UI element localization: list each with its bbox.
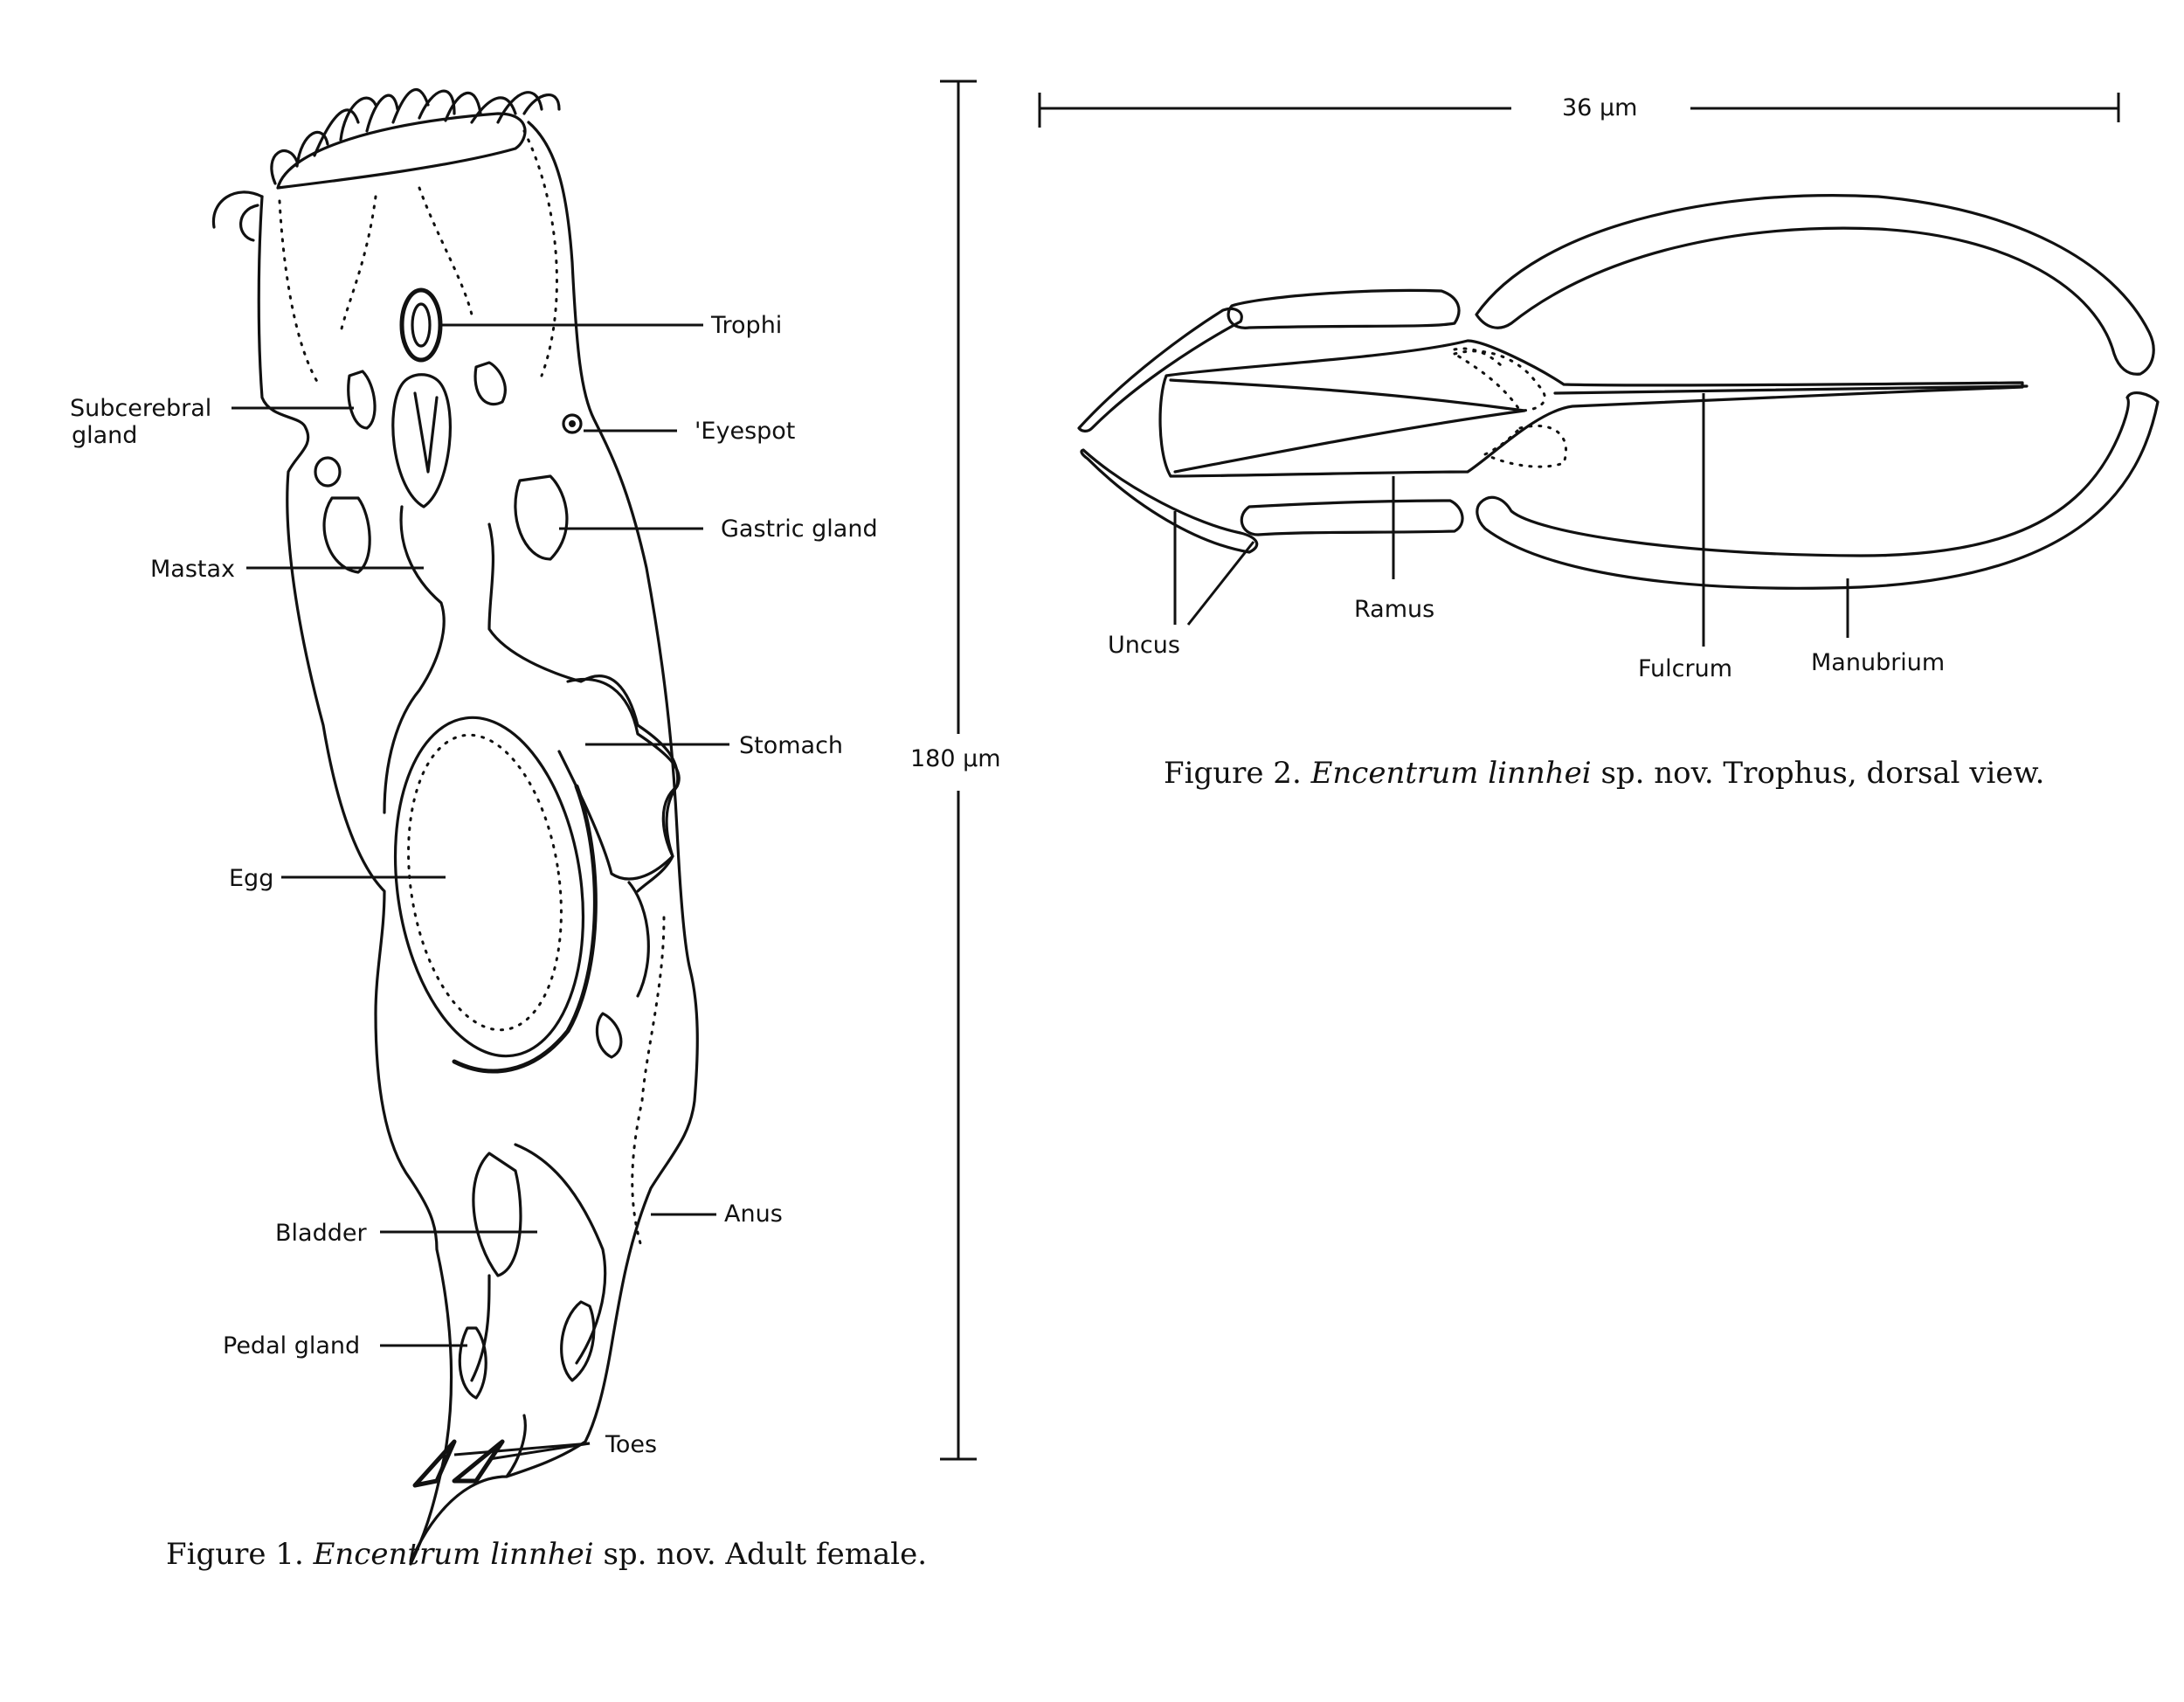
leader-uncus-2 <box>1188 542 1254 625</box>
alula-dots-lower <box>1485 426 1566 467</box>
lower-gland-2 <box>597 1014 620 1057</box>
gut-outline <box>384 507 678 891</box>
label-subcerebral-gland: gland <box>72 422 138 449</box>
toe-2 <box>454 1442 502 1481</box>
scale-bar-180-label: 180 μm <box>910 745 1001 772</box>
bladder-organ <box>473 1153 521 1276</box>
egg-organ <box>375 705 604 1068</box>
label-trophi: Trophi <box>711 312 783 339</box>
eyespot-pupil <box>569 420 576 427</box>
egg-inner <box>390 725 579 1040</box>
ramus-plate <box>1160 341 2022 476</box>
label-anus: Anus <box>724 1200 783 1228</box>
label-gastric: Gastric gland <box>721 515 878 543</box>
alula-dots-upper-2 <box>1455 349 1503 367</box>
label-fulcrum: Fulcrum <box>1638 655 1733 682</box>
scale-bar-36-label: 36 μm <box>1562 94 1638 121</box>
figure-2-caption-prefix: Figure 2. <box>1164 756 1311 791</box>
lower-gland-1 <box>629 882 648 996</box>
dotted-line-1 <box>280 201 319 384</box>
figure-2-caption <box>1164 756 2044 791</box>
ramus-lower <box>1241 501 1462 535</box>
label-toes: Toes <box>605 1431 658 1458</box>
pedal-gland-left <box>460 1328 486 1398</box>
figure-1-scale-bar <box>910 81 1001 1459</box>
label-uncus: Uncus <box>1108 632 1180 659</box>
manubrium-lower <box>1477 393 2158 589</box>
bladder-wall <box>515 1145 605 1363</box>
label-eyespot: 'Eyespot <box>695 418 796 445</box>
figure-1-caption-suffix: sp. nov. Adult female. <box>593 1537 928 1572</box>
figure-2-scale-bar <box>1040 93 2118 128</box>
subcerebral-gland-right <box>475 363 505 405</box>
label-egg: Egg <box>229 865 274 892</box>
figure-2-caption-species: Encentrum linnhei <box>1310 756 1592 791</box>
figure-1-labels <box>70 312 878 1458</box>
mastax-inner <box>415 393 437 472</box>
dotted-line-3 <box>419 188 472 315</box>
label-mastax: Mastax <box>150 556 236 583</box>
gastric-gland-left <box>324 498 370 572</box>
dotted-line-4 <box>524 131 556 376</box>
small-gland <box>315 458 340 486</box>
figure-2-drawing <box>1079 196 2158 589</box>
figure-2-leaders <box>1175 393 1848 647</box>
figure-1-caption-prefix: Figure 1. <box>166 1537 314 1572</box>
toe-1 <box>415 1442 454 1485</box>
label-pedal: Pedal gland <box>223 1332 361 1360</box>
trophi-organ <box>402 290 440 360</box>
label-stomach: Stomach <box>739 732 844 759</box>
gastric-gland-right <box>515 476 567 559</box>
ramus-upper <box>1228 290 1459 328</box>
corona <box>278 114 525 188</box>
cilia <box>213 90 559 240</box>
figure-2-labels <box>1108 596 1945 682</box>
figure-1-leaders <box>232 325 729 1459</box>
label-manubrium: Manubrium <box>1811 649 1946 676</box>
stomach-organ <box>559 680 679 879</box>
label-bladder: Bladder <box>275 1220 367 1247</box>
egg-shadow <box>454 786 595 1071</box>
figure-1-caption <box>166 1537 927 1572</box>
label-subcerebral: Subcerebral <box>70 395 212 422</box>
figure-1-caption-species: Encentrum linnhei <box>313 1537 594 1572</box>
subcerebral-gland-left <box>349 371 375 428</box>
figure-2-caption-suffix: sp. nov. Trophus, dorsal view. <box>1591 756 2045 791</box>
manubrium-upper <box>1476 196 2153 375</box>
label-ramus: Ramus <box>1354 596 1435 623</box>
trophi-inner <box>412 304 430 346</box>
alula-dots-upper <box>1455 351 1545 411</box>
ramus-inner-notch <box>1171 380 1524 472</box>
uncus-lower <box>1082 450 1257 552</box>
dotted-line-2 <box>341 197 376 332</box>
